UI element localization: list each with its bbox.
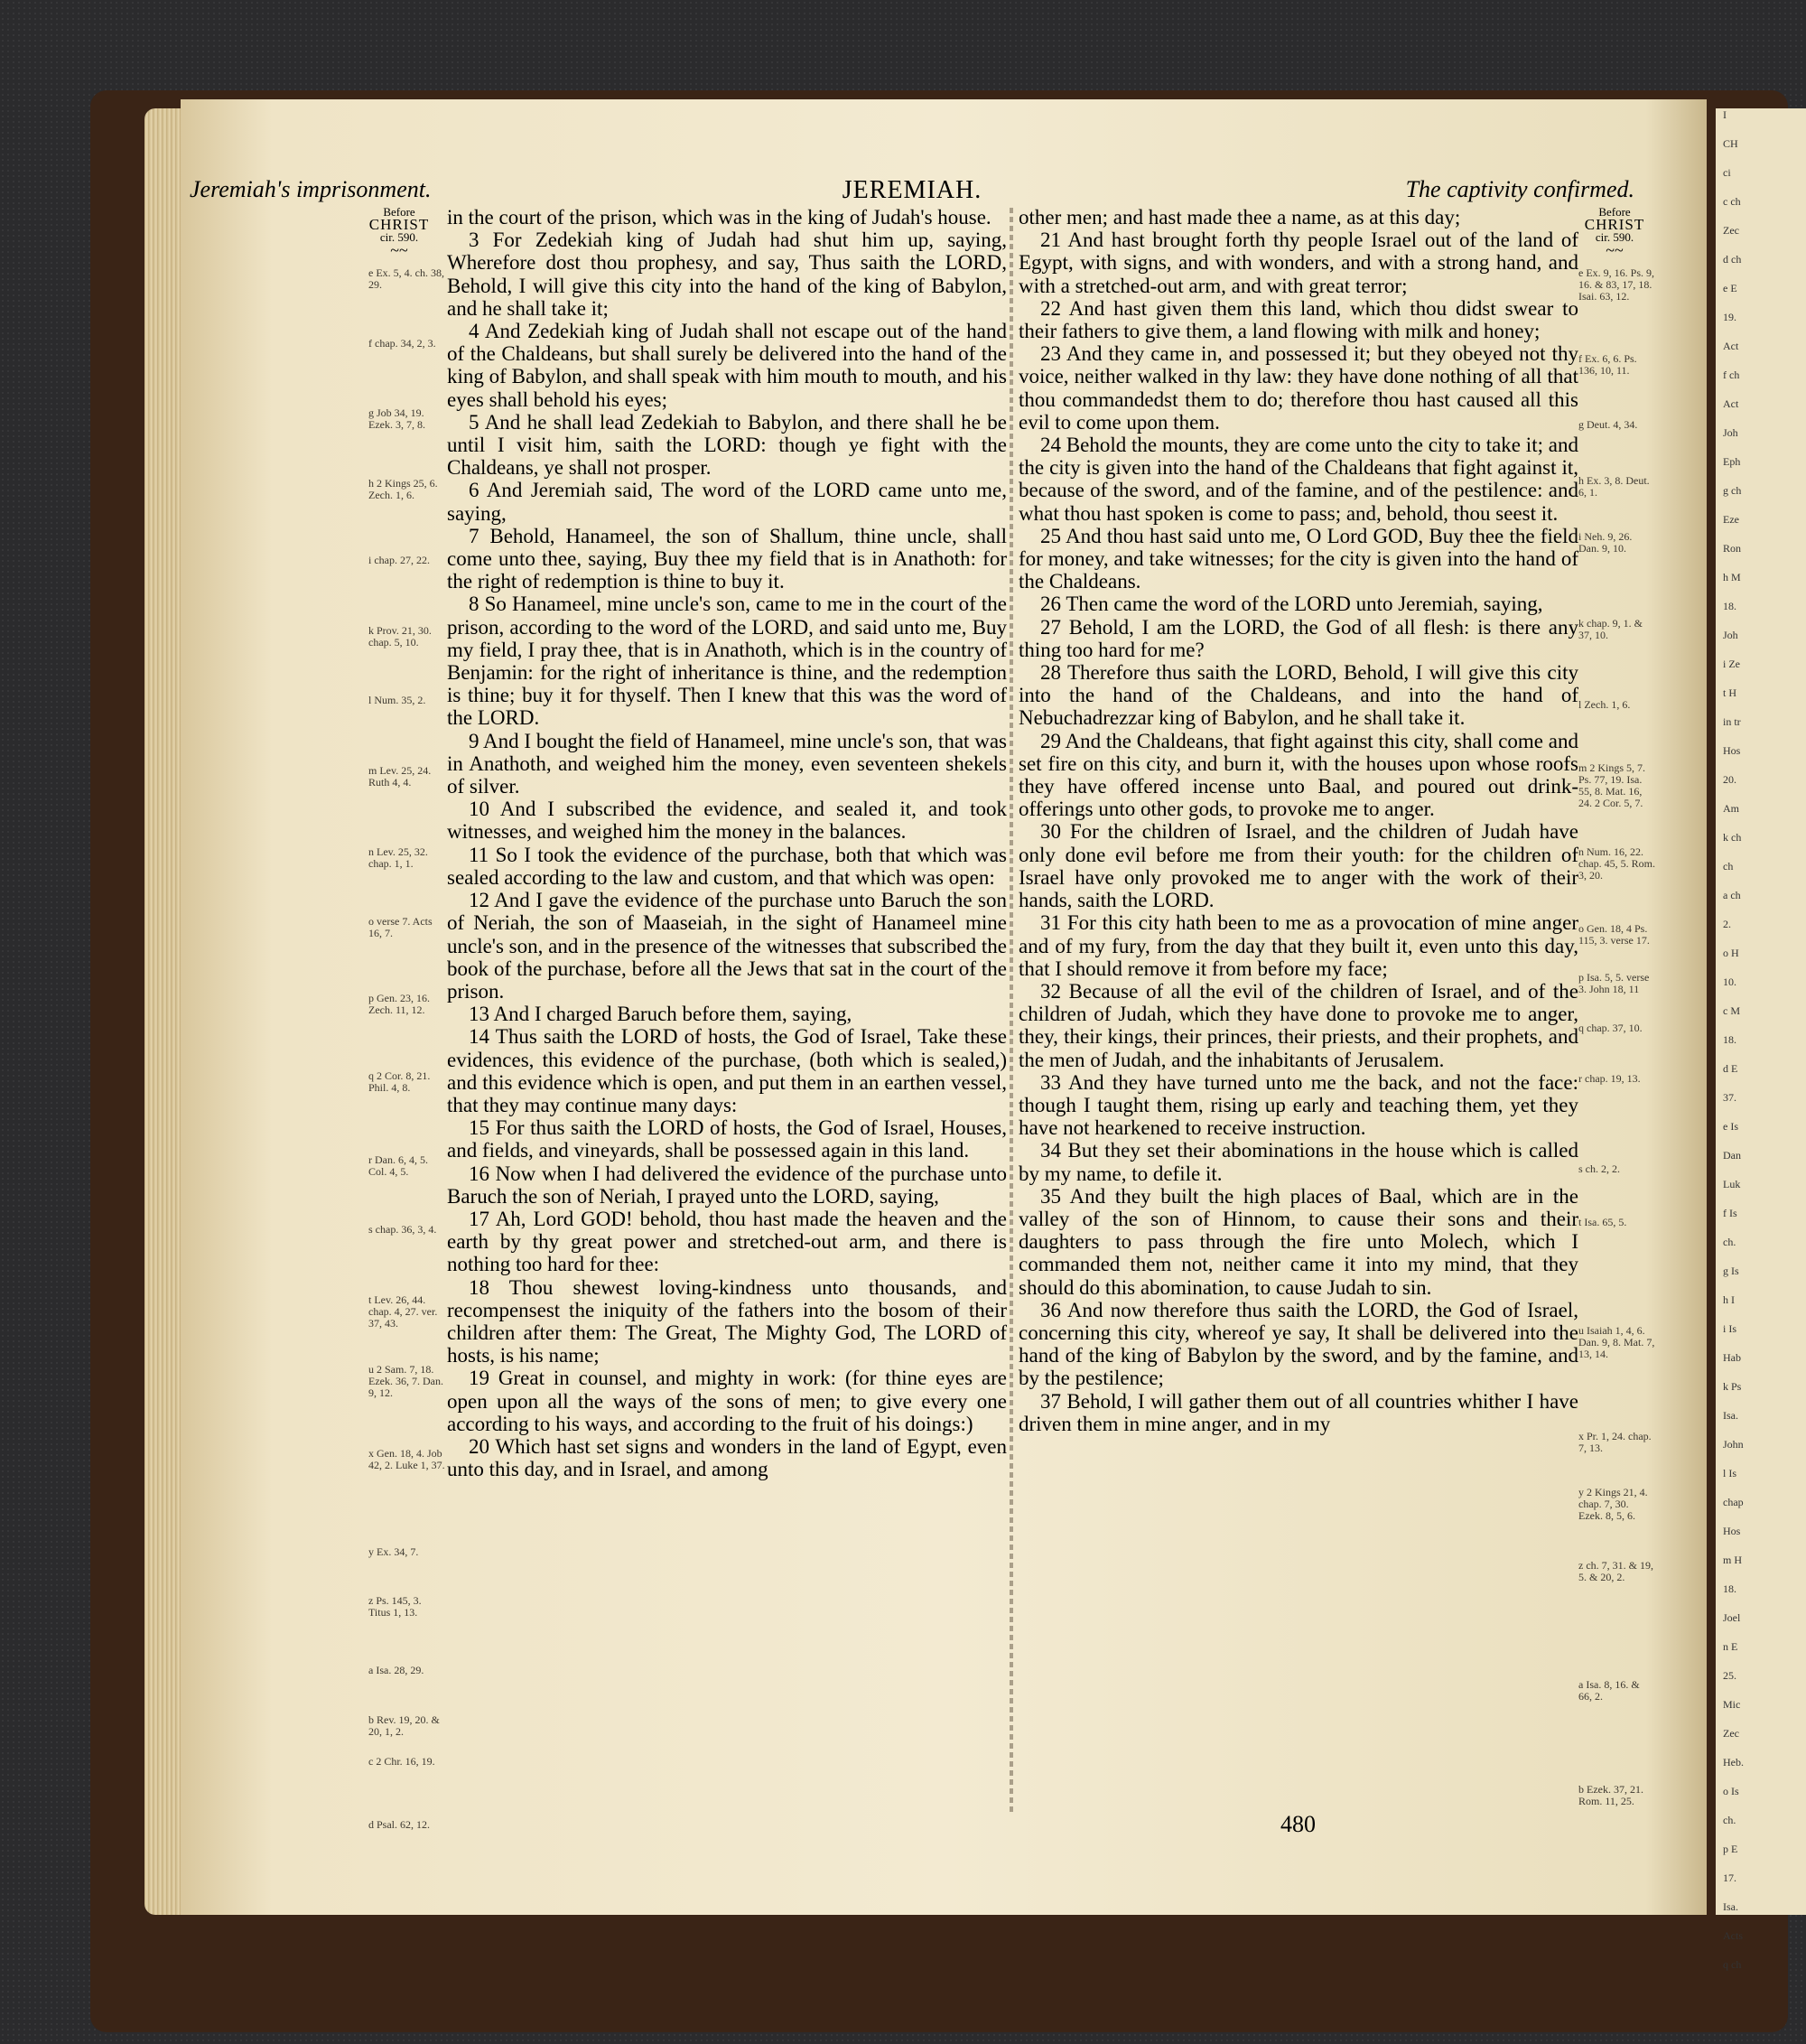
verse: 6 And Jeremiah said, The word of the LORD came unto me, saying, xyxy=(447,479,1007,525)
next-page-fragment: k ch xyxy=(1723,831,1742,844)
cross-reference-note: t Lev. 26, 44. chap. 4, 27. ver. 37, 43. xyxy=(368,1293,438,1330)
verse: 14 Thus saith the LORD of hosts, the God of Israel, Take these evidences, this evidence of the purchase, (both which is sealed,) and this evidence which is open, and put them in an earthen vessel, that they may continue many days: xyxy=(447,1025,1007,1116)
right-text-column xyxy=(1019,206,1578,1435)
next-page-fragment: c ch xyxy=(1723,195,1741,208)
next-page-fragment: g ch xyxy=(1723,484,1742,497)
next-page-fragment: g Is xyxy=(1723,1265,1739,1277)
cross-reference-note: f Ex. 6, 6. Ps. 136, 10, 11. xyxy=(1578,351,1637,377)
next-page-fragment: I xyxy=(1723,108,1727,121)
next-page-fragment: 10. xyxy=(1723,975,1736,988)
cross-reference-note: h 2 Kings 25, 6. Zech. 1, 6. xyxy=(368,476,438,501)
next-page-fragment: ch. xyxy=(1723,1814,1736,1826)
next-page-fragment: Dan xyxy=(1723,1149,1741,1162)
next-page-fragment: 18. xyxy=(1723,600,1736,612)
next-page-fragment: Am xyxy=(1723,802,1739,815)
verse: 35 And they built the high places of Baal, which are in the valley of the son of Hinnom, to cause their sons and their daughters to pass through the fire unto Molech, which I commanded them not, neither came it into my mind, that they should do this abomination, to cause Judah to sin. xyxy=(1019,1184,1578,1299)
verse: 33 And they have turned unto me the back, and not the face: though I taught them, rising up early and teaching them, yet they have not hearkened to receive instruction. xyxy=(1019,1070,1578,1140)
next-page-fragment: 19. xyxy=(1723,311,1736,323)
next-page-fragment: Joh xyxy=(1723,629,1738,641)
cross-reference-note: p Gen. 23, 16. Zech. 11, 12. xyxy=(368,992,430,1017)
verse: 32 Because of all the evil of the children of Israel, and of the children of Judah, which they have done to provoke me to anger, they, their kings, their princes, their priests, and their prophets, and the men of Judah, and the inhabitants of Jerusalem. xyxy=(1019,979,1578,1071)
running-head xyxy=(190,176,1634,203)
cross-reference-note: s ch. 2, 2. xyxy=(1578,1162,1620,1176)
cross-reference-note: y 2 Kings 21, 4. chap. 7, 30. Ezek. 8, 5, 6. xyxy=(1578,1486,1648,1523)
next-page-fragment: ch. xyxy=(1723,1236,1736,1248)
cross-reference-note: k Prov. 21, 30. chap. 5, 10. xyxy=(368,623,432,649)
verse: 29 And the Chaldeans, that fight against this city, shall come and set fire on this city, and burn it, with the houses upon whose roofs they have offered incense unto Baal, and poured out drink-offerings unto other gods, to provoke me to anger. xyxy=(1019,729,1578,821)
cross-reference-note: k chap. 9, 1. & 37, 10. xyxy=(1578,616,1643,641)
cross-reference-note: z Ps. 145, 3. Titus 1, 13. xyxy=(368,1593,422,1619)
next-page-fragment: l Is xyxy=(1723,1467,1736,1479)
page-number: 480 xyxy=(1280,1811,1316,1837)
cross-reference-note: o Gen. 18, 4 Ps. 115, 3. verse 17. xyxy=(1578,921,1650,947)
next-page-fragment: Eze xyxy=(1723,513,1739,526)
before-christ-left: Before CHRIST cir. 590. ~~ xyxy=(368,205,430,259)
next-page-fragment: 37. xyxy=(1723,1091,1736,1104)
next-page-fragment: Hos xyxy=(1723,1525,1741,1537)
verse: 13 And I charged Baruch before them, saying, xyxy=(469,1003,852,1026)
cross-reference-note: l Num. 35, 2. xyxy=(368,694,426,707)
cross-reference-note: q chap. 37, 10. xyxy=(1578,1021,1643,1034)
next-page-fragment: m H xyxy=(1723,1554,1742,1566)
cross-reference-note: h Ex. 3, 8. Deut. 6, 1. xyxy=(1578,473,1650,499)
cross-reference-note: q 2 Cor. 8, 21. Phil. 4, 8. xyxy=(368,1069,431,1094)
verse: 20 Which hast set signs and wonders in the land of Egypt, even unto this day, and in Israel, and among xyxy=(447,1434,1007,1481)
verse: 4 And Zedekiah king of Judah shall not escape out of the hand of the Chaldeans, but shall surely be delivered into the hand of the king of Babylon, and shall speak with him mouth to mouth, and his eyes shall behold his eyes; xyxy=(447,320,1007,411)
cross-reference-note: r chap. 19, 13. xyxy=(1578,1071,1641,1085)
next-page-fragment: q ch xyxy=(1723,1958,1742,1971)
verse: in the court of the prison, which was in the king of Judah's house. xyxy=(447,206,991,229)
verse: 18 Thou shewest loving-kindness unto thousands, and recompensest the iniquity of the fathers into the bosom of their children after them: The Great, The Mighty God, The LORD of hosts, is his name; xyxy=(447,1275,1007,1367)
verse: 21 And hast brought forth thy people Israel out of the land of Egypt, with signs, and with wonders, and with a strong hand, and with a stretched-out arm, and with great terror; xyxy=(1019,229,1578,297)
cross-reference-note: m 2 Kings 5, 7. Ps. 77, 19. Isa. 55, 8. Mat. 16, 24. 2 Cor. 5, 7. xyxy=(1578,761,1646,809)
cross-reference-note: n Lev. 25, 32. chap. 1, 1. xyxy=(368,845,428,870)
cross-reference-note: a Isa. 8, 16. & 66, 2. xyxy=(1578,1677,1640,1703)
cross-reference-note: e Ex. 5, 4. ch. 38, 29. xyxy=(368,266,444,292)
next-page-fragment: d E xyxy=(1723,1062,1738,1075)
verse: 19 Great in counsel, and mighty in work: (for thine eyes are open upon all the ways of the sons of men; to give every one according to his ways, and according to the fruit of his doings:) xyxy=(447,1367,1007,1435)
verse: 12 And I gave the evidence of the purchase unto Baruch the son of Neriah, the son of Maaseiah, in the sight of Hanameel mine uncle's son, and in the presence of the witnesses that subscribed the book of the purchase, before all the Jews that sat in the court of the prison. xyxy=(447,889,1007,1003)
verse: 30 For the children of Israel, and the children of Judah have only done evil before me from their youth: for the children of Israel have only provoked me to anger with the work of their hands, saith the LORD. xyxy=(1019,820,1578,912)
next-page-fragment: Isa. xyxy=(1723,1409,1738,1422)
verse: 24 Behold the mounts, they are come unto the city to take it; and the city is given into the hand of the Chaldeans that fight against it, because of the sword, and of the famine, and of the pestilence: and what thou hast spoken is come to pass; and, behold, thou seest it. xyxy=(1019,434,1578,525)
running-head-title: JEREMIAH. xyxy=(842,176,982,204)
next-page-fragment: ci xyxy=(1723,166,1731,179)
verse: 22 And hast given them this land, which thou didst swear to their fathers to give them, a land flowing with milk and honey; xyxy=(1019,296,1578,343)
verse: 3 For Zedekiah king of Judah had shut him up, saying, Wherefore dost thou prophesy, and say, Thus saith the LORD, Behold, I will give this city into the hand of the king of Babylon, and he shall take it; xyxy=(447,229,1007,320)
next-page-fragment: Zec xyxy=(1723,1727,1739,1740)
next-page-edge xyxy=(1716,108,1806,1971)
verse: 27 Behold, I am the LORD, the God of all flesh: is there any thing too hard for me? xyxy=(1019,615,1578,661)
cross-reference-note: p Isa. 5, 5. verse 3. John 18, 11 xyxy=(1578,971,1650,995)
next-page-fragment: Joh xyxy=(1723,426,1738,439)
cross-reference-note: g Deut. 4, 34. xyxy=(1578,417,1638,431)
running-head-left: Jeremiah's imprisonment. xyxy=(190,176,432,202)
next-page-fragment: c M xyxy=(1723,1004,1740,1017)
verse: other men; and hast made thee a name, as at this day; xyxy=(1019,206,1461,229)
verse: 15 For thus saith the LORD of hosts, the God of Israel, Houses, and fields, and vineyards, shall be possessed again in this land. xyxy=(447,1116,1007,1162)
next-page-fragment: Joel xyxy=(1723,1611,1741,1624)
next-page-fragment: h M xyxy=(1723,571,1741,583)
next-page-fragment: John xyxy=(1723,1438,1744,1451)
next-page-fragment: Eph xyxy=(1723,455,1741,468)
next-page-fragment: 18. xyxy=(1723,1582,1736,1595)
next-page-fragment: in tr xyxy=(1723,715,1741,728)
verse: 36 And now therefore thus saith the LORD, the God of Israel, concerning this city, whereof ye say, It shall be delivered into the hand of the king of Babylon by the sword, and by the famine, and by the pestilence; xyxy=(1019,1298,1578,1390)
next-page-fragment: Hab xyxy=(1723,1351,1741,1364)
cross-reference-note: d Psal. 62, 12. xyxy=(368,1817,431,1831)
verse: 16 Now when I had delivered the evidence of the purchase unto Baruch the son of Neriah, I prayed unto the LORD, saying, xyxy=(447,1162,1007,1208)
verse: 17 Ah, Lord GOD! behold, thou hast made the heaven and the earth by thy great power and stretched-out arm, and there is nothing too hard for thee: xyxy=(447,1207,1007,1276)
cross-reference-note: f chap. 34, 2, 3. xyxy=(368,336,436,350)
cross-reference-note: l Zech. 1, 6. xyxy=(1578,697,1631,711)
next-page-fragment: 2. xyxy=(1723,918,1731,930)
next-page-fragment: d ch xyxy=(1723,253,1742,266)
next-page-fragment: ch xyxy=(1723,860,1734,873)
next-page-fragment: 20. xyxy=(1723,773,1736,786)
cross-reference-note: t Isa. 65, 5. xyxy=(1578,1216,1627,1229)
verse: 9 And I bought the field of Hanameel, mine uncle's son, that was in Anathoth, and weighed him the money, even seventeen shekels of silver. xyxy=(447,729,1007,798)
running-head-right: The captivity confirmed. xyxy=(1405,176,1634,202)
next-page-fragment: Heb. xyxy=(1723,1756,1744,1769)
next-page-fragment: Mic xyxy=(1723,1698,1741,1711)
next-page-fragment: e Is xyxy=(1723,1120,1738,1133)
cross-reference-note: x Pr. 1, 24. chap. 7, 13. xyxy=(1578,1430,1652,1455)
verse: 8 So Hanameel, mine uncle's son, came to me in the court of the prison, according to the word of the LORD, and said unto me, Buy my field, I pray thee, that is in Anathoth, which is in the country of Benjamin: for the right of inheritance is thine, and the redemption is thine; buy it for thyself. Then I knew that this was the word of the LORD. xyxy=(447,593,1007,730)
next-page-fragment: h I xyxy=(1723,1293,1735,1306)
cross-reference-note: u Isaiah 1, 4, 6. Dan. 9, 8. Mat. 7, 13, 14. xyxy=(1578,1323,1655,1360)
next-page-fragment: chap xyxy=(1723,1496,1744,1508)
next-page-fragment: k Ps xyxy=(1723,1380,1742,1393)
cross-reference-note: u 2 Sam. 7, 18. Ezek. 36, 7. Dan. 9, 12. xyxy=(368,1363,443,1399)
next-page-fragment: e E xyxy=(1723,282,1737,294)
verse: 37 Behold, I will gather them out of all countries whither I have driven them in mine anger, and in my xyxy=(1019,1389,1578,1435)
column-divider xyxy=(1010,208,1013,1815)
cross-reference-note: r Dan. 6, 4, 5. Col. 4, 5. xyxy=(368,1153,428,1178)
cross-reference-note: g Job 34, 19. Ezek. 3, 7, 8. xyxy=(368,406,425,432)
next-page-fragment: o Is xyxy=(1723,1785,1739,1797)
next-page-fragment: i Ze xyxy=(1723,658,1740,670)
verse: 31 For this city hath been to me as a provocation of mine anger and of my fury, from the day that they built it, even unto this day, that I should remove it from before my face; xyxy=(1019,911,1578,980)
next-page-fragment: Luk xyxy=(1723,1178,1741,1190)
next-page-fragment: Act xyxy=(1723,397,1739,410)
cross-reference-note: e Ex. 9, 16. Ps. 9, 16. & 83, 17, 18. Isai. 63, 12. xyxy=(1578,266,1654,303)
next-page-fragment: f ch xyxy=(1723,369,1740,381)
before-christ-right: Before CHRIST cir. 590. ~~ xyxy=(1584,205,1645,259)
cross-reference-note: c 2 Chr. 16, 19. xyxy=(368,1755,435,1768)
next-page-fragment: 18. xyxy=(1723,1033,1736,1046)
next-page-fragment: Acts xyxy=(1723,1929,1743,1942)
cross-reference-note: z ch. 7, 31. & 19, 5. & 20, 2. xyxy=(1578,1559,1653,1583)
verse: 28 Therefore thus saith the LORD, Behold, I will give this city into the hand of the Chaldeans, and into the hand of Nebuchadrezzar king of Babylon, and he shall take it. xyxy=(1019,661,1578,730)
cross-reference-note: s chap. 36, 3, 4. xyxy=(368,1223,437,1236)
cross-reference-note: y Ex. 34, 7. xyxy=(368,1545,419,1558)
next-page-fragment: Act xyxy=(1723,340,1739,352)
cross-reference-note: x Gen. 18, 4. Job 42, 2. Luke 1, 37. xyxy=(368,1447,445,1471)
next-page-fragment: CH xyxy=(1723,137,1738,150)
cross-reference-note: n Num. 16, 22. chap. 45, 5. Rom. 3, 20. xyxy=(1578,845,1655,882)
next-page-fragment: Ron xyxy=(1723,542,1742,555)
next-page-fragment: t H xyxy=(1723,686,1736,699)
next-page-fragment: 25. xyxy=(1723,1669,1736,1682)
verse: 5 And he shall lead Zedekiah to Babylon, and there shall he be until I visit him, saith the LORD: though ye fight with the Chaldeans, ye shall not prosper. xyxy=(447,410,1007,480)
cross-reference-note: o verse 7. Acts 16, 7. xyxy=(368,915,433,939)
cross-reference-note: m Lev. 25, 24. Ruth 4, 4. xyxy=(368,763,432,789)
verse: 23 And they came in, and possessed it; but they obeyed not thy voice, neither walked in thy law: they have done nothing of all that thou commandedst them to do; therefore thou hast caused all this evil to come upon them. xyxy=(1019,342,1578,434)
next-page-fragment: i Is xyxy=(1723,1322,1736,1335)
verse: 25 And thou hast said unto me, O Lord GOD, Buy thee the field for money, and take witnesses; for the city is given into the hand of the Chaldeans. xyxy=(1019,524,1578,593)
left-text-column xyxy=(447,206,1007,1480)
verse: 10 And I subscribed the evidence, and sealed it, and took witnesses, and weighed him the money in the balances. xyxy=(447,798,1007,844)
next-page-fragment: n E xyxy=(1723,1640,1738,1653)
next-page-fragment: Isa. xyxy=(1723,1900,1738,1913)
cross-reference-note: i Neh. 9, 26. Dan. 9, 10. xyxy=(1578,529,1633,555)
verse: 34 But they set their abominations in the house which is called by my name, to defile it. xyxy=(1019,1139,1578,1185)
verse: 11 So I took the evidence of the purchase, both that which was sealed according to the law and custom, and that which was open: xyxy=(447,843,1007,889)
next-page-fragment: f Is xyxy=(1723,1207,1737,1219)
next-page-fragment: 17. xyxy=(1723,1871,1736,1884)
cross-reference-note: i chap. 27, 22. xyxy=(368,554,430,567)
next-page-fragment: Hos xyxy=(1723,744,1741,757)
verse: 26 Then came the word of the LORD unto Jeremiah, saying, xyxy=(1040,593,1543,616)
next-page-fragment: a ch xyxy=(1723,889,1741,901)
verse: 7 Behold, Hanameel, the son of Shallum, thine uncle, shall come unto thee, saying, Buy thee my field that is in Anathoth: for the right of redemption is thine to buy it. xyxy=(447,524,1007,593)
cross-reference-note: b Ezek. 37, 21. Rom. 11, 25. xyxy=(1578,1783,1643,1807)
next-page-fragment: o H xyxy=(1723,947,1739,959)
next-page-fragment: Zec xyxy=(1723,224,1739,237)
cross-reference-note: a Isa. 28, 29. xyxy=(368,1664,424,1677)
next-page-fragment: p E xyxy=(1723,1843,1738,1855)
cross-reference-note: b Rev. 19, 20. & 20, 1, 2. xyxy=(368,1713,440,1738)
